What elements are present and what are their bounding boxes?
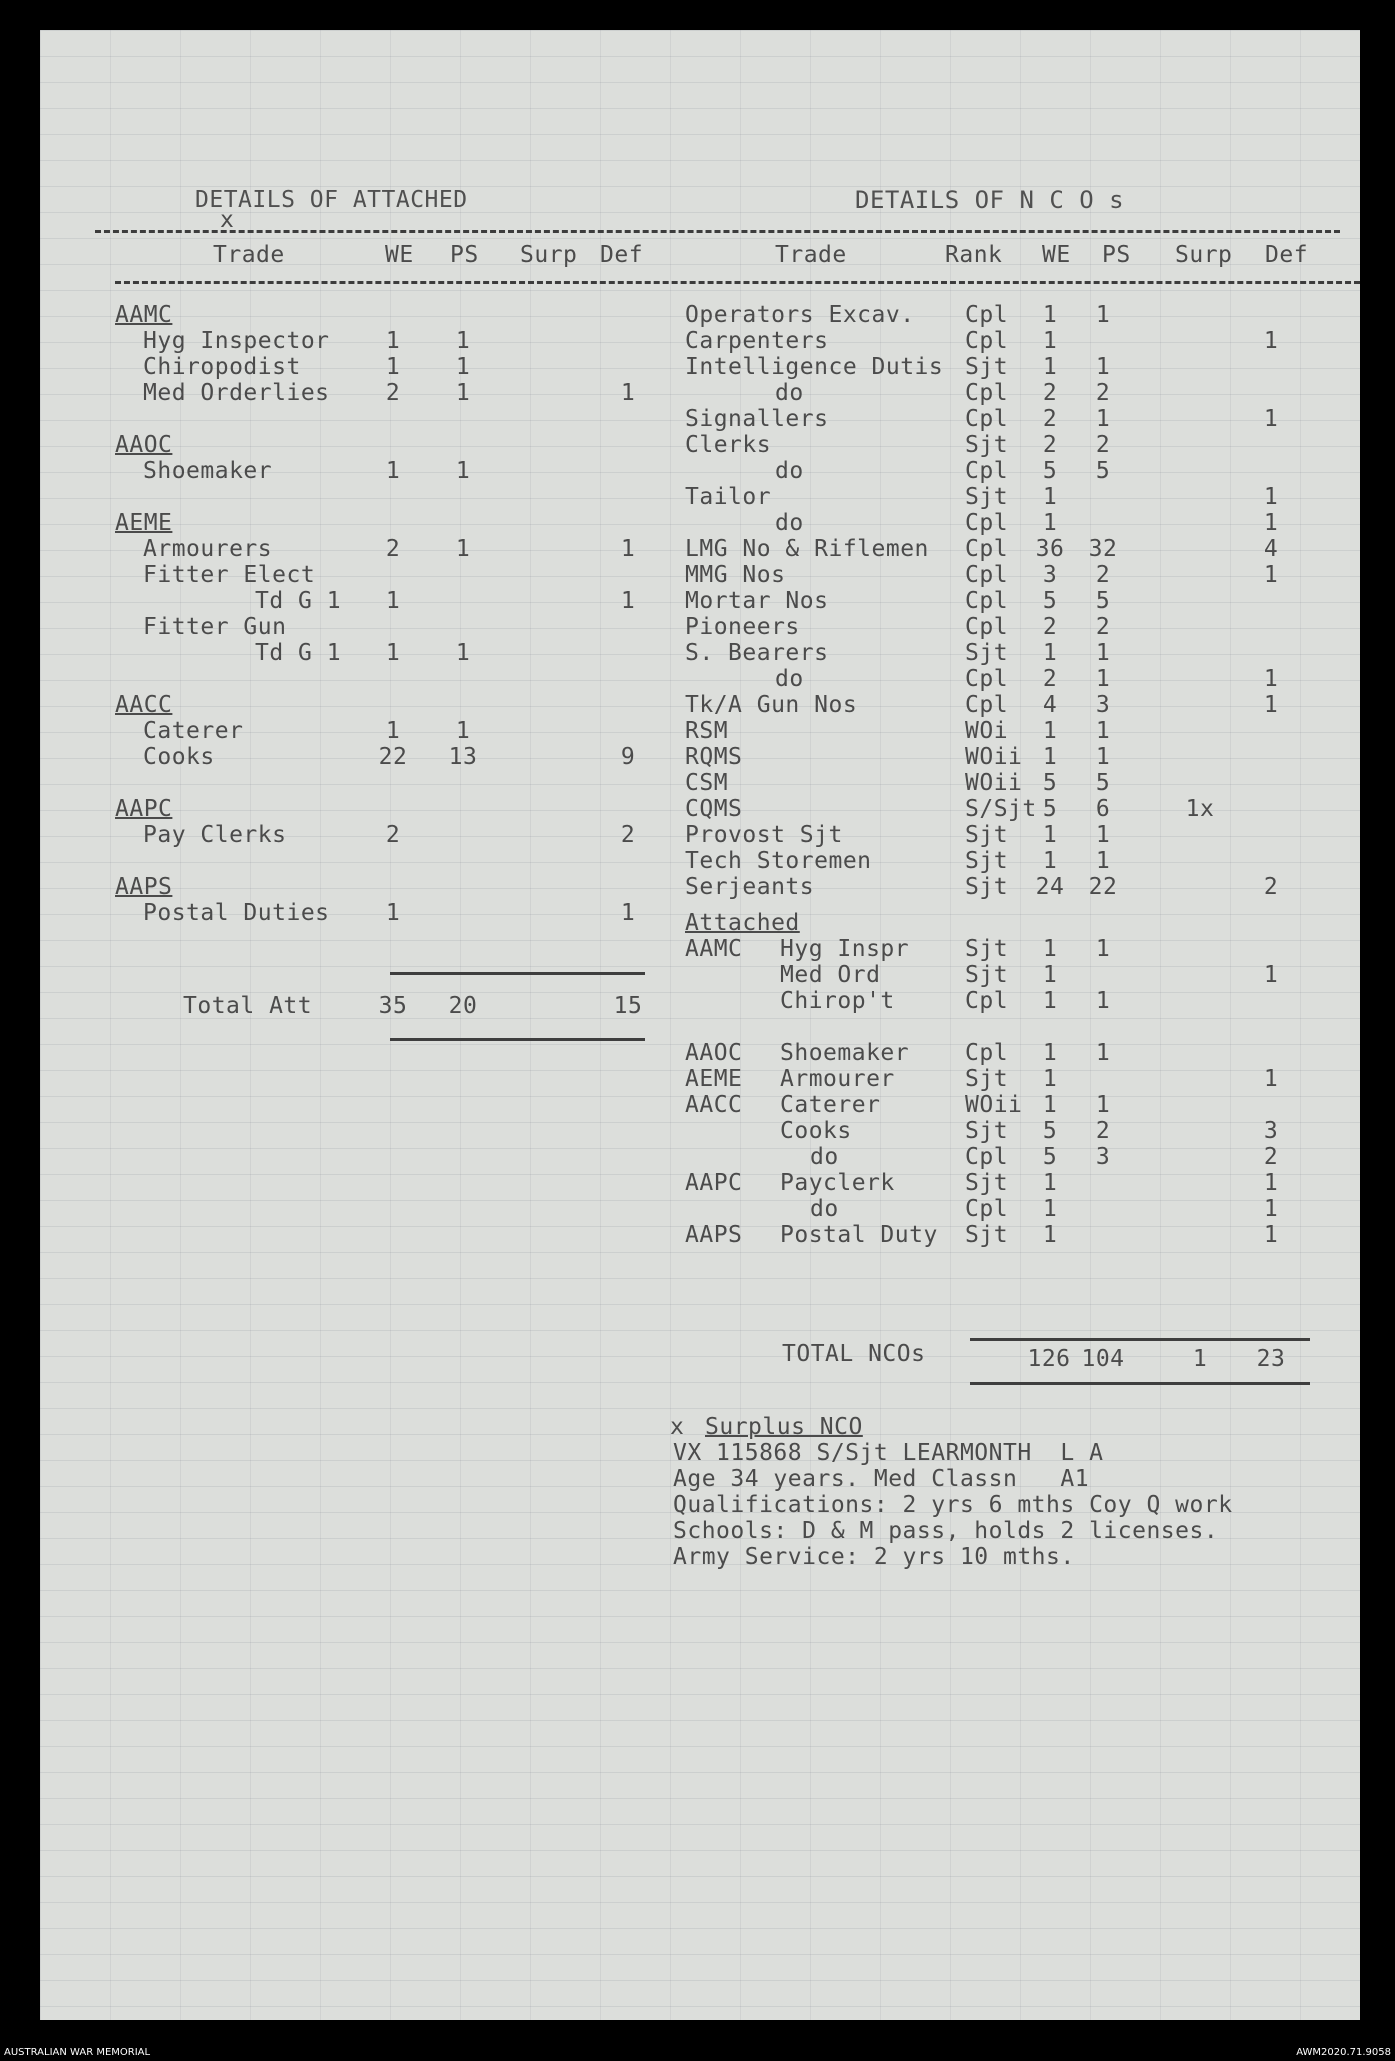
nco-ps: 6	[1095, 796, 1111, 822]
nco-trade: Tech Storemen	[685, 848, 872, 874]
nco-surp: 1x	[1185, 796, 1215, 822]
nco-ps: 1	[1095, 718, 1111, 744]
header-rule	[115, 281, 1360, 284]
nco-def: 1	[1263, 692, 1279, 718]
nco-trade: CQMS	[685, 796, 743, 822]
attached-nco-def: 1	[1263, 1222, 1279, 1248]
nco-def: 2	[1263, 874, 1279, 900]
attached-we: 1	[385, 354, 401, 380]
nco-rank: Cpl	[965, 614, 1009, 640]
attached-trade: Cooks	[143, 744, 215, 770]
nco-trade: Signallers	[685, 406, 829, 432]
attached-nco-we: 1	[1042, 1092, 1058, 1118]
attached-trade: Fitter Elect	[143, 562, 316, 588]
attached-nco-rank: Cpl	[965, 1196, 1009, 1222]
nco-rank: Sjt	[965, 484, 1009, 510]
nco-ps: 1	[1095, 822, 1111, 848]
nco-trade: do	[775, 458, 804, 484]
nco-we: 2	[1042, 380, 1058, 406]
nco-header-col-surp: Surp	[1175, 242, 1233, 268]
attached-we: 1	[385, 458, 401, 484]
nco-we: 1	[1042, 848, 1058, 874]
nco-trade: Provost Sjt	[685, 822, 843, 848]
attached-def: 2	[620, 822, 636, 848]
nco-header-col-def: Def	[1265, 242, 1309, 268]
surplus-note-heading: Surplus NCO	[705, 1414, 863, 1440]
nco-ps: 2	[1095, 380, 1111, 406]
nco-ps: 5	[1095, 458, 1111, 484]
attached-ps: 1	[455, 354, 471, 380]
nco-ps: 2	[1095, 432, 1111, 458]
attached-header-col-def: Def	[600, 242, 644, 268]
attached-nco-ps: 1	[1095, 936, 1111, 962]
nco-rank: S/Sjt	[965, 796, 1037, 822]
nco-trade: Carpenters	[685, 328, 829, 354]
attached-nco-trade: Chirop't	[780, 988, 895, 1014]
nco-header-col-trade: Trade	[775, 242, 847, 268]
attached-nco-def: 3	[1263, 1118, 1279, 1144]
attached-nco-unit: AAMC	[685, 936, 743, 962]
attached-we: 22	[378, 744, 408, 770]
attached-nco-def: 2	[1263, 1144, 1279, 1170]
attached-heading: DETAILS OF ATTACHED	[195, 187, 468, 213]
nco-def: 1	[1263, 328, 1279, 354]
footer-source: AUSTRALIAN WAR MEMORIAL	[4, 2047, 151, 2058]
right-total-surp: 1	[1192, 1346, 1208, 1372]
nco-we: 2	[1042, 666, 1058, 692]
attached-nco-def: 1	[1263, 1196, 1279, 1222]
attached-nco-def: 1	[1263, 1066, 1279, 1092]
attached-unit-heading: AAMC	[115, 302, 173, 328]
attached-trade: Hyg Inspector	[143, 328, 330, 354]
attached-trade: Chiropodist	[143, 354, 301, 380]
attached-unit-heading: AAPC	[115, 796, 173, 822]
nco-we: 1	[1042, 484, 1058, 510]
nco-rank: Sjt	[965, 822, 1009, 848]
nco-trade: Pioneers	[685, 614, 800, 640]
attached-ps: 1	[455, 380, 471, 406]
nco-def: 1	[1263, 484, 1279, 510]
nco-rank: Cpl	[965, 458, 1009, 484]
attached-nco-trade: do	[810, 1144, 839, 1170]
nco-trade: CSM	[685, 770, 729, 796]
attached-we: 1	[385, 588, 401, 614]
attached-we: 1	[385, 900, 401, 926]
nco-header-col-rank: Rank	[945, 242, 1003, 268]
nco-rank: Cpl	[965, 588, 1009, 614]
nco-rank: Cpl	[965, 562, 1009, 588]
nco-rank: Sjt	[965, 848, 1009, 874]
nco-we: 2	[1042, 614, 1058, 640]
nco-we: 1	[1042, 354, 1058, 380]
nco-rank: Cpl	[965, 328, 1009, 354]
nco-we: 1	[1042, 302, 1058, 328]
nco-trade: Operators Excav.	[685, 302, 915, 328]
attached-nco-rank: Sjt	[965, 962, 1009, 988]
attached-we: 1	[385, 640, 401, 666]
attached-nco-ps: 1	[1095, 1040, 1111, 1066]
attached-we: 2	[385, 822, 401, 848]
nco-trade: Clerks	[685, 432, 772, 458]
left-total-def: 15	[613, 993, 643, 1019]
nco-we: 1	[1042, 640, 1058, 666]
nco-heading: DETAILS OF N C O s	[855, 186, 1125, 214]
attached-nco-rank: Sjt	[965, 1066, 1009, 1092]
attached-nco-trade: do	[810, 1196, 839, 1222]
attached-unit-heading: AAPS	[115, 874, 173, 900]
attached-nco-unit: AAOC	[685, 1040, 743, 1066]
nco-we: 1	[1042, 822, 1058, 848]
attached-ps: 1	[455, 640, 471, 666]
attached-def: 1	[620, 536, 636, 562]
surplus-note-line: VX 115868 S/Sjt LEARMONTH L A	[673, 1440, 1104, 1466]
nco-we: 3	[1042, 562, 1058, 588]
attached-nco-we: 1	[1042, 1066, 1058, 1092]
attached-nco-trade: Postal Duty	[780, 1222, 938, 1248]
nco-rank: WOi	[965, 718, 1009, 744]
nco-trade: MMG Nos	[685, 562, 786, 588]
nco-trade: do	[775, 380, 804, 406]
attached-nco-trade: Payclerk	[780, 1170, 895, 1196]
nco-trade: do	[775, 510, 804, 536]
nco-we: 5	[1042, 770, 1058, 796]
attached-ps: 13	[448, 744, 478, 770]
nco-rank: Sjt	[965, 354, 1009, 380]
nco-ps: 2	[1095, 614, 1111, 640]
nco-we: 1	[1042, 510, 1058, 536]
nco-we: 5	[1042, 796, 1058, 822]
attached-ps: 1	[455, 536, 471, 562]
nco-def: 4	[1263, 536, 1279, 562]
nco-ps: 22	[1088, 874, 1118, 900]
attached-nco-rank: Sjt	[965, 1170, 1009, 1196]
nco-header-col-we: WE	[1042, 242, 1071, 268]
attached-trade: Td G 1	[255, 640, 342, 666]
nco-ps: 1	[1095, 848, 1111, 874]
right-total-label: TOTAL NCOs	[782, 1341, 926, 1367]
left-total-we: 35	[378, 993, 408, 1019]
nco-we: 2	[1042, 406, 1058, 432]
nco-trade: Intelligence Dutis	[685, 354, 944, 380]
top-rule	[95, 230, 1340, 233]
attached-nco-unit: AAPS	[685, 1222, 743, 1248]
left-total-label: Total Att	[183, 993, 313, 1019]
nco-rank: WOii	[965, 744, 1023, 770]
attached-trade: Fitter Gun	[143, 614, 287, 640]
nco-trade: LMG No & Riflemen	[685, 536, 929, 562]
attached-nco-we: 1	[1042, 988, 1058, 1014]
attached-we: 1	[385, 328, 401, 354]
nco-rank: Cpl	[965, 666, 1009, 692]
nco-rank: Sjt	[965, 640, 1009, 666]
attached-ps: 1	[455, 718, 471, 744]
nco-ps: 3	[1095, 692, 1111, 718]
attached-we: 1	[385, 718, 401, 744]
attached-header-col-trade: Trade	[213, 242, 285, 268]
attached-nco-we: 1	[1042, 936, 1058, 962]
attached-nco-rank: Sjt	[965, 936, 1009, 962]
attached-nco-we: 1	[1042, 962, 1058, 988]
surplus-note-line: Qualifications: 2 yrs 6 mths Coy Q work	[673, 1492, 1233, 1518]
nco-ps: 1	[1095, 666, 1111, 692]
nco-def: 1	[1263, 666, 1279, 692]
nco-ps: 1	[1095, 744, 1111, 770]
attached-nco-trade: Armourer	[780, 1066, 895, 1092]
attached-trade: Med Orderlies	[143, 380, 330, 406]
attached-def: 1	[620, 380, 636, 406]
nco-we: 4	[1042, 692, 1058, 718]
attached-heading-mark: x	[220, 207, 235, 233]
attached-header-col-ps: PS	[450, 242, 479, 268]
nco-rank: Sjt	[965, 874, 1009, 900]
surplus-note-line: Army Service: 2 yrs 10 mths.	[673, 1544, 1075, 1570]
left-total-ps: 20	[448, 993, 478, 1019]
attached-def: 1	[620, 588, 636, 614]
attached-nco-rank: Cpl	[965, 1144, 1009, 1170]
document-page	[40, 30, 1360, 2020]
attached-nco-trade: Med Ord	[780, 962, 881, 988]
right-total-ps: 104	[1081, 1346, 1125, 1372]
nco-trade: Tailor	[685, 484, 772, 510]
nco-rank: Cpl	[965, 692, 1009, 718]
attached-we: 2	[385, 380, 401, 406]
nco-we: 1	[1042, 718, 1058, 744]
nco-trade: RQMS	[685, 744, 743, 770]
nco-ps: 1	[1095, 302, 1111, 328]
nco-ps: 5	[1095, 770, 1111, 796]
nco-rank: Cpl	[965, 536, 1009, 562]
attached-trade: Pay Clerks	[143, 822, 287, 848]
surplus-note-mark: x	[670, 1414, 685, 1440]
footer	[0, 2045, 1395, 2061]
right-total-rule-top	[970, 1338, 1310, 1341]
attached-unit-heading: AACC	[115, 692, 173, 718]
attached-trade: Armourers	[143, 536, 273, 562]
right-total-we: 126	[1027, 1346, 1071, 1372]
nco-def: 1	[1263, 406, 1279, 432]
nco-ps: 1	[1095, 406, 1111, 432]
attached-nco-rank: Cpl	[965, 1040, 1009, 1066]
nco-we: 5	[1042, 588, 1058, 614]
attached-nco-ps: 3	[1095, 1144, 1111, 1170]
nco-trade: S. Bearers	[685, 640, 829, 666]
nco-rank: Sjt	[965, 432, 1009, 458]
nco-rank: WOii	[965, 770, 1023, 796]
attached-nco-trade: Caterer	[780, 1092, 881, 1118]
nco-we: 24	[1035, 874, 1065, 900]
attached-header-col-we: WE	[385, 242, 414, 268]
attached-nco-unit: AACC	[685, 1092, 743, 1118]
nco-we: 5	[1042, 458, 1058, 484]
attached-nco-rank: Sjt	[965, 1118, 1009, 1144]
attached-nco-we: 1	[1042, 1040, 1058, 1066]
nco-rank: Cpl	[965, 302, 1009, 328]
attached-trade: Td G 1	[255, 588, 342, 614]
attached-nco-trade: Shoemaker	[780, 1040, 910, 1066]
nco-trade: Serjeants	[685, 874, 815, 900]
nco-def: 1	[1263, 562, 1279, 588]
attached-nco-def: 1	[1263, 962, 1279, 988]
attached-nco-ps: 2	[1095, 1118, 1111, 1144]
left-total-rule-top	[390, 972, 645, 975]
attached-trade: Caterer	[143, 718, 244, 744]
attached-nco-rank: Sjt	[965, 1222, 1009, 1248]
attached-header-col-surp: Surp	[520, 242, 578, 268]
attached-nco-trade: Hyg Inspr	[780, 936, 910, 962]
attached-nco-rank: WOii	[965, 1092, 1023, 1118]
attached-nco-trade: Cooks	[780, 1118, 852, 1144]
nco-trade: Tk/A Gun Nos	[685, 692, 858, 718]
left-total-rule-bottom	[390, 1038, 645, 1041]
attached-trade: Shoemaker	[143, 458, 273, 484]
right-total-def: 23	[1256, 1346, 1286, 1372]
surplus-note-line: Age 34 years. Med Classn A1	[673, 1466, 1090, 1492]
attached-nco-we: 1	[1042, 1196, 1058, 1222]
footer-reference: AWM2020.71.9058	[1296, 2047, 1391, 2058]
nco-def: 1	[1263, 510, 1279, 536]
attached-def: 9	[620, 744, 636, 770]
nco-trade: RSM	[685, 718, 729, 744]
attached-trade: Postal Duties	[143, 900, 330, 926]
nco-trade: do	[775, 666, 804, 692]
nco-ps: 5	[1095, 588, 1111, 614]
attached-ps: 1	[455, 328, 471, 354]
attached-nco-we: 1	[1042, 1222, 1058, 1248]
nco-ps: 2	[1095, 562, 1111, 588]
attached-we: 2	[385, 536, 401, 562]
nco-rank: Cpl	[965, 380, 1009, 406]
attached-def: 1	[620, 900, 636, 926]
attached-nco-def: 1	[1263, 1170, 1279, 1196]
nco-ps: 1	[1095, 354, 1111, 380]
nco-we: 36	[1035, 536, 1065, 562]
nco-we: 1	[1042, 744, 1058, 770]
nco-header-col-ps: PS	[1102, 242, 1131, 268]
attached-nco-ps: 1	[1095, 1092, 1111, 1118]
nco-rank: Cpl	[965, 406, 1009, 432]
attached-nco-we: 5	[1042, 1144, 1058, 1170]
nco-trade: Mortar Nos	[685, 588, 829, 614]
attached-nco-heading: Attached	[685, 910, 800, 936]
attached-nco-unit: AEME	[685, 1066, 743, 1092]
surplus-note-line: Schools: D & M pass, holds 2 licenses.	[673, 1518, 1219, 1544]
attached-nco-rank: Cpl	[965, 988, 1009, 1014]
attached-ps: 1	[455, 458, 471, 484]
nco-ps: 32	[1088, 536, 1118, 562]
right-total-rule-bottom	[970, 1382, 1310, 1385]
attached-unit-heading: AEME	[115, 510, 173, 536]
attached-nco-we: 1	[1042, 1170, 1058, 1196]
nco-rank: Cpl	[965, 510, 1009, 536]
attached-nco-we: 5	[1042, 1118, 1058, 1144]
attached-unit-heading: AAOC	[115, 432, 173, 458]
nco-ps: 1	[1095, 640, 1111, 666]
nco-we: 1	[1042, 328, 1058, 354]
attached-nco-unit: AAPC	[685, 1170, 743, 1196]
attached-nco-ps: 1	[1095, 988, 1111, 1014]
nco-we: 2	[1042, 432, 1058, 458]
